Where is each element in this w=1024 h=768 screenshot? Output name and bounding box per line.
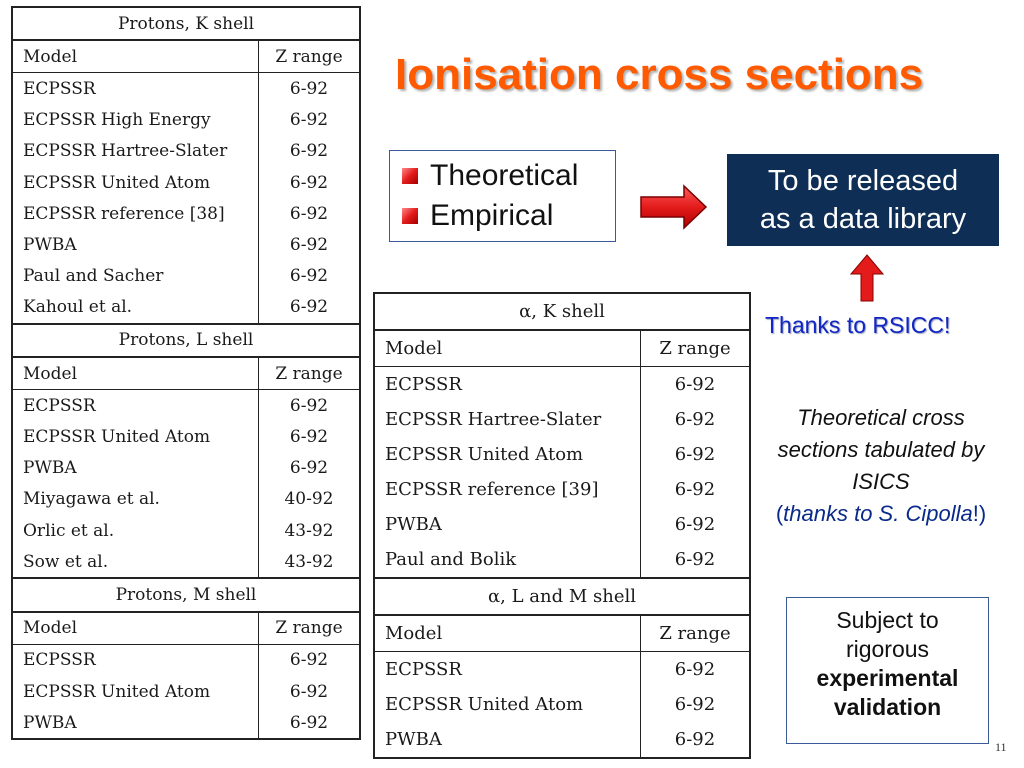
model-cell: PWBA: [23, 234, 77, 255]
column-header-row: [374, 330, 750, 367]
z-range-cell: 6-92: [259, 644, 361, 676]
release-line-2: as a data library: [759, 203, 967, 235]
isics-note-line-2: sections tabulated by: [777, 437, 985, 462]
table-row: [12, 390, 360, 422]
table-row: [12, 229, 360, 260]
table-row: [12, 105, 360, 136]
page-number: 11: [995, 740, 1007, 754]
table-row: [12, 515, 360, 546]
table-row: [12, 136, 360, 167]
table-row: [374, 402, 750, 437]
model-cell: ECPSSR: [23, 650, 96, 671]
model-cell: PWBA: [23, 458, 77, 479]
z-range-cell: 6-92: [641, 402, 751, 437]
model-cell: Paul and Sacher: [23, 266, 164, 287]
table-row: [12, 644, 360, 676]
model-cell: ECPSSR Hartree-Slater: [385, 409, 602, 430]
square-bullet-icon: [402, 168, 418, 184]
model-cell: ECPSSR Hartree-Slater: [23, 141, 228, 162]
table-row: [374, 472, 750, 507]
column-header-row: [12, 612, 360, 645]
table-row: [374, 507, 750, 542]
table-row: [374, 437, 750, 472]
table-row: [12, 484, 360, 515]
section-header-row: [12, 324, 360, 357]
section-title: α, K shell: [374, 293, 750, 330]
validation-line-1: Subject to: [836, 607, 939, 633]
open-paren: (: [775, 501, 784, 526]
bullet-list-box: [389, 150, 616, 242]
model-column-header: Model: [12, 357, 259, 390]
table-row: [12, 73, 360, 105]
z-range-cell: 43-92: [259, 546, 361, 578]
z-range-cell: 6-92: [259, 390, 361, 422]
release-note-box: [727, 154, 999, 246]
model-cell: ECPSSR United Atom: [23, 427, 211, 448]
isics-note-line-4: [758, 498, 1004, 530]
z-range-cell: 6-92: [641, 542, 751, 578]
column-header-row: [12, 40, 360, 73]
z-range-column-header: Z range: [641, 330, 751, 367]
model-cell: ECPSSR: [385, 659, 462, 680]
z-range-cell: 40-92: [259, 484, 361, 515]
bullet-text: Empirical: [430, 199, 554, 232]
section-title: Protons, M shell: [12, 578, 360, 611]
bullet-text: Theoretical: [430, 159, 579, 192]
model-cell: Orlic et al.: [23, 520, 115, 541]
model-cell: ECPSSR reference [38]: [23, 203, 225, 224]
isics-note: [758, 402, 1004, 530]
z-range-column-header: Z range: [259, 40, 361, 73]
model-cell: ECPSSR: [23, 395, 96, 416]
model-cell: ECPSSR: [23, 78, 96, 99]
thanks-cipolla: thanks to S. Cipolla: [783, 501, 973, 526]
z-range-cell: 6-92: [259, 707, 361, 739]
model-cell: ECPSSR United Atom: [23, 681, 211, 702]
model-cell: ECPSSR High Energy: [23, 110, 211, 131]
bullet-item-theoretical: [402, 159, 578, 193]
z-range-cell: 6-92: [259, 261, 361, 292]
protons-cross-section-table: [11, 6, 361, 740]
table-row: [12, 292, 360, 324]
section-title: α, L and M shell: [374, 578, 750, 615]
z-range-cell: 6-92: [259, 167, 361, 198]
column-header-row: [12, 357, 360, 390]
section-title: Protons, L shell: [12, 324, 360, 357]
z-range-cell: 6-92: [641, 687, 751, 722]
table-row: [374, 542, 750, 578]
z-range-cell: 6-92: [259, 676, 361, 707]
z-range-cell: 6-92: [259, 136, 361, 167]
z-range-cell: 6-92: [641, 507, 751, 542]
model-cell: Paul and Bolik: [385, 549, 517, 570]
table-row: [12, 707, 360, 739]
model-cell: ECPSSR reference [39]: [385, 479, 599, 500]
model-cell: ECPSSR United Atom: [385, 694, 584, 715]
table-row: [374, 687, 750, 722]
section-header-row: [12, 578, 360, 611]
section-header-row: [374, 293, 750, 330]
model-column-header: Model: [12, 40, 259, 73]
section-title: Protons, K shell: [12, 7, 360, 40]
table-row: [12, 261, 360, 292]
square-bullet-icon: [402, 208, 418, 224]
alpha-cross-section-table: [373, 292, 751, 759]
model-cell: Sow et al.: [23, 551, 109, 572]
z-range-cell: 6-92: [641, 722, 751, 758]
table-row: [12, 546, 360, 578]
model-cell: ECPSSR United Atom: [23, 172, 211, 193]
model-cell: Miyagawa et al.: [23, 489, 160, 510]
z-range-cell: 6-92: [259, 453, 361, 484]
right-arrow-icon: [640, 184, 708, 230]
z-range-column-header: Z range: [259, 357, 361, 390]
table-row: [12, 453, 360, 484]
z-range-cell: 6-92: [641, 367, 751, 403]
slide-title: Ionisation cross sections: [395, 50, 924, 99]
validation-line-4: validation: [833, 694, 942, 720]
section-header-row: [374, 578, 750, 615]
z-range-cell: 6-92: [259, 229, 361, 260]
model-cell: Kahoul et al.: [23, 297, 133, 318]
model-column-header: Model: [12, 612, 259, 645]
isics-note-line-3: ISICS: [852, 469, 910, 494]
table-row: [374, 367, 750, 403]
model-cell: PWBA: [23, 712, 77, 733]
section-header-row: [12, 7, 360, 40]
release-line-1: To be released: [767, 165, 959, 197]
thanks-rsicc-text: Thanks to RSICC!: [765, 312, 951, 338]
validation-line-2: rigorous: [845, 636, 930, 662]
z-range-cell: 6-92: [259, 421, 361, 452]
table-row: [12, 421, 360, 452]
z-range-cell: 6-92: [259, 105, 361, 136]
table-row: [374, 652, 750, 688]
z-range-cell: 6-92: [259, 292, 361, 324]
z-range-cell: 43-92: [259, 515, 361, 546]
bullet-item-empirical: [402, 199, 553, 233]
table-row: [12, 198, 360, 229]
column-header-row: [374, 615, 750, 652]
z-range-cell: 6-92: [641, 652, 751, 688]
z-range-cell: 6-92: [259, 198, 361, 229]
model-cell: ECPSSR: [385, 374, 462, 395]
model-column-header: Model: [374, 615, 641, 652]
model-column-header: Model: [374, 330, 641, 367]
z-range-column-header: Z range: [641, 615, 751, 652]
close-paren: !): [972, 501, 987, 526]
validation-box: [786, 597, 989, 744]
isics-note-line-1: Theoretical cross: [797, 405, 965, 430]
up-arrow-icon: [850, 254, 884, 302]
z-range-cell: 6-92: [259, 73, 361, 105]
model-cell: PWBA: [385, 514, 442, 535]
model-cell: ECPSSR United Atom: [385, 444, 584, 465]
z-range-column-header: Z range: [259, 612, 361, 645]
z-range-cell: 6-92: [641, 472, 751, 507]
validation-line-3: experimental: [816, 665, 959, 691]
table-row: [374, 722, 750, 758]
model-cell: PWBA: [385, 729, 442, 750]
table-row: [12, 167, 360, 198]
table-row: [12, 676, 360, 707]
z-range-cell: 6-92: [641, 437, 751, 472]
